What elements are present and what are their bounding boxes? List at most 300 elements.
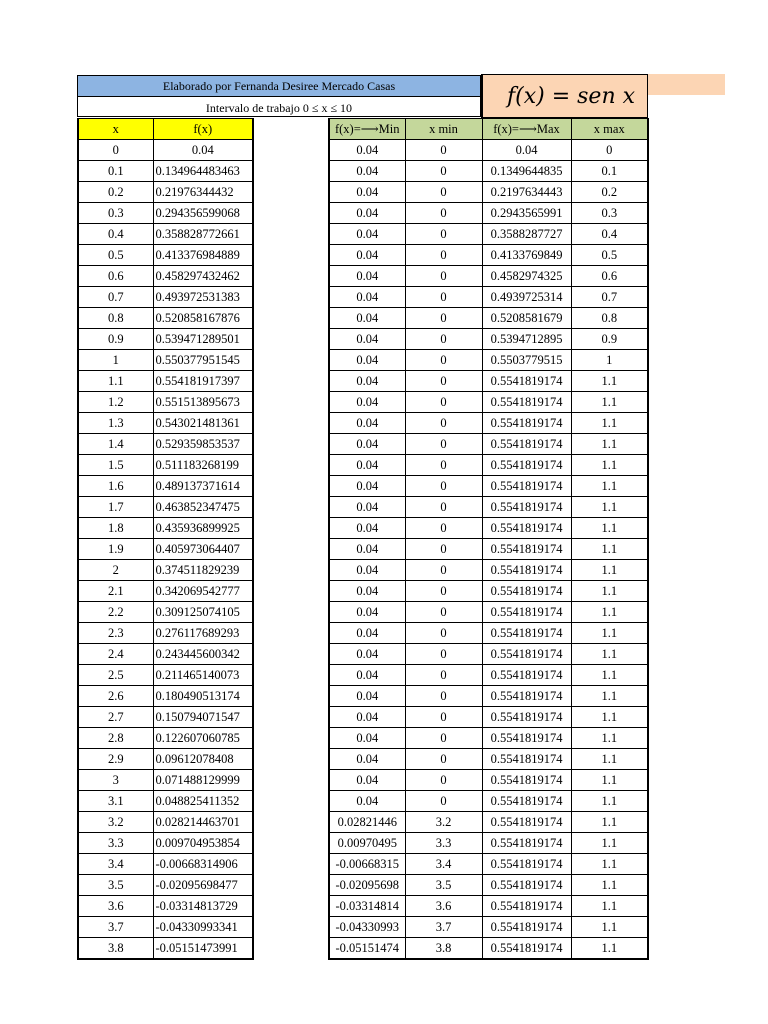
x-cell[interactable]: 0.4 — [78, 224, 153, 245]
x-max-cell[interactable]: 1.1 — [571, 854, 648, 875]
fx-max-cell[interactable]: 0.5541819174 — [482, 434, 571, 455]
x-max-cell[interactable]: 1.1 — [571, 686, 648, 707]
fx-max-cell[interactable]: 0.5394712895 — [482, 329, 571, 350]
fx-min-cell[interactable]: 0.04 — [329, 728, 405, 749]
fx-min-cell[interactable]: 0.04 — [329, 665, 405, 686]
fx-min-cell[interactable]: 0.04 — [329, 581, 405, 602]
table-row — [329, 140, 648, 161]
fx-cell[interactable]: 0.554181917397 — [153, 371, 253, 392]
table-row — [78, 896, 253, 917]
fx-min-cell[interactable]: 0.04 — [329, 413, 405, 434]
fx-max-cell[interactable]: 0.5541819174 — [482, 875, 571, 896]
fx-max-cell[interactable]: 0.5541819174 — [482, 938, 571, 960]
table-row — [78, 644, 253, 665]
table-row — [329, 224, 648, 245]
x-max-cell[interactable]: 0.2 — [571, 182, 648, 203]
x-cell[interactable]: 3.8 — [78, 938, 153, 960]
x-cell[interactable]: 3.3 — [78, 833, 153, 854]
x-cell[interactable]: 2 — [78, 560, 153, 581]
x-min-cell[interactable]: 3.5 — [405, 875, 482, 896]
x-max-cell[interactable]: 1.1 — [571, 749, 648, 770]
table-row — [329, 665, 648, 686]
fx-cell[interactable]: 0.294356599068 — [153, 203, 253, 224]
fx-max-cell[interactable]: 0.4939725314 — [482, 287, 571, 308]
fx-cell[interactable]: 0.463852347475 — [153, 497, 253, 518]
fx-max-cell[interactable]: 0.2943565991 — [482, 203, 571, 224]
fx-max-cell[interactable]: 0.5541819174 — [482, 707, 571, 728]
fx-max-cell[interactable]: 0.5541819174 — [482, 833, 571, 854]
x-max-cell[interactable]: 1.1 — [571, 602, 648, 623]
table-row — [78, 602, 253, 623]
table-row — [329, 560, 648, 581]
table-row — [78, 308, 253, 329]
table-row — [78, 518, 253, 539]
fx-min-cell[interactable]: 0.04 — [329, 329, 405, 350]
fx-cell[interactable]: 0.134964483463 — [153, 161, 253, 182]
fx-cell[interactable]: -0.02095698477 — [153, 875, 253, 896]
fx-cell[interactable]: 0.180490513174 — [153, 686, 253, 707]
table-row — [329, 539, 648, 560]
column-header[interactable]: f(x) — [153, 119, 253, 140]
x-max-cell[interactable]: 1.1 — [571, 770, 648, 791]
fx-min-cell[interactable]: 0.04 — [329, 392, 405, 413]
x-cell[interactable]: 2.4 — [78, 644, 153, 665]
fx-max-cell[interactable]: 0.5541819174 — [482, 917, 571, 938]
fx-min-cell[interactable]: 0.00970495 — [329, 833, 405, 854]
fx-min-cell[interactable]: 0.02821446 — [329, 812, 405, 833]
fx-cell[interactable]: 0.309125074105 — [153, 602, 253, 623]
fx-max-cell[interactable]: 0.5541819174 — [482, 602, 571, 623]
fx-max-cell[interactable]: 0.5541819174 — [482, 623, 571, 644]
x-max-cell[interactable]: 0.7 — [571, 287, 648, 308]
column-header[interactable]: f(x)=⟶Max — [482, 119, 571, 140]
fx-min-cell[interactable]: 0.04 — [329, 287, 405, 308]
x-min-cell[interactable]: 0 — [405, 434, 482, 455]
fx-cell[interactable]: 0.243445600342 — [153, 644, 253, 665]
x-cell[interactable]: 1.7 — [78, 497, 153, 518]
x-max-cell[interactable]: 1.1 — [571, 581, 648, 602]
x-max-cell[interactable]: 1.1 — [571, 539, 648, 560]
fx-max-cell[interactable]: 0.5541819174 — [482, 518, 571, 539]
fx-max-cell[interactable]: 0.5541819174 — [482, 455, 571, 476]
fx-max-cell[interactable]: 0.5541819174 — [482, 686, 571, 707]
fx-cell[interactable]: 0.520858167876 — [153, 308, 253, 329]
x-max-cell[interactable]: 1.1 — [571, 623, 648, 644]
table-row — [78, 686, 253, 707]
fx-cell[interactable]: -0.04330993341 — [153, 917, 253, 938]
fx-min-cell[interactable]: -0.05151474 — [329, 938, 405, 960]
x-min-cell[interactable]: 0 — [405, 287, 482, 308]
fx-max-cell[interactable]: 0.5208581679 — [482, 308, 571, 329]
x-max-cell[interactable]: 1.1 — [571, 665, 648, 686]
fx-max-cell[interactable]: 0.5541819174 — [482, 476, 571, 497]
fx-min-cell[interactable]: 0.04 — [329, 602, 405, 623]
fx-max-cell[interactable]: 0.1349644835 — [482, 161, 571, 182]
fx-max-cell[interactable]: 0.5541819174 — [482, 812, 571, 833]
fx-cell[interactable]: 0.435936899925 — [153, 518, 253, 539]
x-cell[interactable]: 0.2 — [78, 182, 153, 203]
x-cell[interactable]: 2.5 — [78, 665, 153, 686]
fx-min-cell[interactable]: 0.04 — [329, 497, 405, 518]
fx-cell[interactable]: 0.04 — [153, 140, 253, 161]
fx-max-cell[interactable]: 0.5541819174 — [482, 497, 571, 518]
fx-max-cell[interactable]: 0.4133769849 — [482, 245, 571, 266]
fx-max-cell[interactable]: 0.5541819174 — [482, 728, 571, 749]
x-max-cell[interactable]: 1.1 — [571, 455, 648, 476]
x-cell[interactable]: 0.3 — [78, 203, 153, 224]
fx-min-cell[interactable]: 0.04 — [329, 455, 405, 476]
table-row — [78, 476, 253, 497]
table-row — [329, 791, 648, 812]
table-row — [329, 749, 648, 770]
x-max-cell[interactable]: 1.1 — [571, 560, 648, 581]
fx-min-cell[interactable]: 0.04 — [329, 644, 405, 665]
x-max-cell[interactable]: 0 — [571, 140, 648, 161]
x-min-cell[interactable]: 0 — [405, 665, 482, 686]
x-min-cell[interactable]: 3.2 — [405, 812, 482, 833]
fx-min-cell[interactable]: 0.04 — [329, 161, 405, 182]
fx-min-cell[interactable]: 0.04 — [329, 476, 405, 497]
fx-cell[interactable]: 0.374511829239 — [153, 560, 253, 581]
x-max-cell[interactable]: 1.1 — [571, 413, 648, 434]
x-max-cell[interactable]: 1 — [571, 350, 648, 371]
fx-max-cell[interactable]: 0.5541819174 — [482, 854, 571, 875]
fx-cell[interactable]: 0.211465140073 — [153, 665, 253, 686]
x-min-cell[interactable]: 3.7 — [405, 917, 482, 938]
x-max-cell[interactable]: 1.1 — [571, 644, 648, 665]
x-cell[interactable]: 3.5 — [78, 875, 153, 896]
x-cell[interactable]: 1.3 — [78, 413, 153, 434]
x-cell[interactable]: 0.1 — [78, 161, 153, 182]
table-row — [78, 707, 253, 728]
table-row — [329, 266, 648, 287]
fx-max-cell[interactable]: 0.04 — [482, 140, 571, 161]
x-min-cell[interactable]: 0 — [405, 308, 482, 329]
fx-cell[interactable]: 0.493972531383 — [153, 287, 253, 308]
x-cell[interactable]: 0.6 — [78, 266, 153, 287]
fx-min-cell[interactable]: -0.02095698 — [329, 875, 405, 896]
table-row — [78, 350, 253, 371]
x-cell[interactable]: 3.7 — [78, 917, 153, 938]
fx-cell[interactable]: -0.05151473991 — [153, 938, 253, 960]
fx-max-cell[interactable]: 0.5503779515 — [482, 350, 571, 371]
fx-min-cell[interactable]: 0.04 — [329, 371, 405, 392]
table-row — [78, 833, 253, 854]
x-max-cell[interactable]: 1.1 — [571, 497, 648, 518]
x-min-cell[interactable]: 3.3 — [405, 833, 482, 854]
table-row — [78, 581, 253, 602]
x-cell[interactable]: 3.6 — [78, 896, 153, 917]
fx-cell[interactable]: 0.539471289501 — [153, 329, 253, 350]
x-min-cell[interactable]: 0 — [405, 476, 482, 497]
fx-min-cell[interactable]: 0.04 — [329, 791, 405, 812]
table-row — [78, 245, 253, 266]
fx-max-cell[interactable]: 0.5541819174 — [482, 539, 571, 560]
fx-cell[interactable]: 0.413376984889 — [153, 245, 253, 266]
table-row — [78, 434, 253, 455]
table-row — [78, 665, 253, 686]
fx-cell[interactable]: 0.543021481361 — [153, 413, 253, 434]
x-max-cell[interactable]: 1.1 — [571, 392, 648, 413]
fx-max-cell[interactable]: 0.2197634443 — [482, 182, 571, 203]
table-row — [329, 875, 648, 896]
fx-cell[interactable]: 0.122607060785 — [153, 728, 253, 749]
fx-min-cell[interactable]: 0.04 — [329, 182, 405, 203]
table-row — [78, 728, 253, 749]
table-row — [329, 707, 648, 728]
x-min-cell[interactable]: 0 — [405, 707, 482, 728]
x-cell[interactable]: 1.1 — [78, 371, 153, 392]
x-max-cell[interactable]: 0.5 — [571, 245, 648, 266]
x-max-cell[interactable]: 1.1 — [571, 896, 648, 917]
table-row — [329, 833, 648, 854]
table-row — [329, 476, 648, 497]
fx-cell[interactable]: 0.489137371614 — [153, 476, 253, 497]
fx-max-cell[interactable]: 0.5541819174 — [482, 770, 571, 791]
x-cell[interactable]: 0.8 — [78, 308, 153, 329]
fx-min-cell[interactable]: -0.04330993 — [329, 917, 405, 938]
fx-min-cell[interactable]: 0.04 — [329, 770, 405, 791]
x-max-cell[interactable]: 1.1 — [571, 938, 648, 960]
x-min-cell[interactable]: 0 — [405, 602, 482, 623]
fx-max-cell[interactable]: 0.5541819174 — [482, 644, 571, 665]
x-max-cell[interactable]: 1.1 — [571, 476, 648, 497]
fx-max-cell[interactable]: 0.5541819174 — [482, 371, 571, 392]
x-cell[interactable]: 3.2 — [78, 812, 153, 833]
x-max-cell[interactable]: 0.8 — [571, 308, 648, 329]
x-min-cell[interactable]: 0 — [405, 728, 482, 749]
fx-min-cell[interactable]: 0.04 — [329, 203, 405, 224]
x-min-cell[interactable]: 0 — [405, 266, 482, 287]
x-cell[interactable]: 1.9 — [78, 539, 153, 560]
x-min-cell[interactable]: 0 — [405, 560, 482, 581]
table-row — [329, 308, 648, 329]
fx-min-cell[interactable]: 0.04 — [329, 518, 405, 539]
x-min-cell[interactable]: 0 — [405, 518, 482, 539]
x-max-cell[interactable]: 0.1 — [571, 161, 648, 182]
fx-min-cell[interactable]: 0.04 — [329, 245, 405, 266]
x-min-cell[interactable]: 0 — [405, 644, 482, 665]
table-row — [329, 623, 648, 644]
fx-cell[interactable]: 0.529359853537 — [153, 434, 253, 455]
fx-min-cell[interactable]: 0.04 — [329, 560, 405, 581]
table-row — [78, 287, 253, 308]
x-cell[interactable]: 2.9 — [78, 749, 153, 770]
table-row — [329, 518, 648, 539]
x-min-cell[interactable]: 0 — [405, 623, 482, 644]
fx-max-cell[interactable]: 0.5541819174 — [482, 665, 571, 686]
fx-max-cell[interactable]: 0.5541819174 — [482, 749, 571, 770]
x-min-cell[interactable]: 0 — [405, 161, 482, 182]
table-row — [329, 161, 648, 182]
fx-min-cell[interactable]: 0.04 — [329, 434, 405, 455]
x-max-cell[interactable]: 1.1 — [571, 434, 648, 455]
fx-cell[interactable]: 0.358828772661 — [153, 224, 253, 245]
x-cell[interactable]: 2.6 — [78, 686, 153, 707]
x-min-cell[interactable]: 0 — [405, 329, 482, 350]
fx-max-cell[interactable]: 0.5541819174 — [482, 581, 571, 602]
x-max-cell[interactable]: 0.9 — [571, 329, 648, 350]
x-min-cell[interactable]: 3.8 — [405, 938, 482, 960]
fx-min-cell[interactable]: 0.04 — [329, 686, 405, 707]
table-row — [78, 497, 253, 518]
interval-label: Intervalo de trabajo 0 ≤ x ≤ 10 — [77, 96, 481, 117]
fx-max-cell[interactable]: 0.5541819174 — [482, 413, 571, 434]
x-cell[interactable]: 2.7 — [78, 707, 153, 728]
fx-cell[interactable]: 0.511183268199 — [153, 455, 253, 476]
fx-min-cell[interactable]: 0.04 — [329, 140, 405, 161]
table-row — [329, 602, 648, 623]
fx-cell[interactable]: -0.00668314906 — [153, 854, 253, 875]
table-row — [329, 686, 648, 707]
fx-cell[interactable]: 0.458297432462 — [153, 266, 253, 287]
x-min-cell[interactable]: 0 — [405, 686, 482, 707]
x-max-cell[interactable]: 1.1 — [571, 833, 648, 854]
fx-cell[interactable]: 0.150794071547 — [153, 707, 253, 728]
x-max-cell[interactable]: 0.6 — [571, 266, 648, 287]
x-min-cell[interactable]: 0 — [405, 497, 482, 518]
x-cell[interactable]: 0.5 — [78, 245, 153, 266]
x-min-cell[interactable]: 0 — [405, 182, 482, 203]
min-max-table — [328, 118, 649, 960]
x-cell[interactable]: 1.5 — [78, 455, 153, 476]
table-row — [329, 917, 648, 938]
table-row — [78, 812, 253, 833]
x-min-cell[interactable]: 0 — [405, 224, 482, 245]
x-min-cell[interactable]: 0 — [405, 140, 482, 161]
x-max-cell[interactable]: 1.1 — [571, 371, 648, 392]
table-row — [78, 413, 253, 434]
column-header[interactable]: f(x)=⟶Min — [329, 119, 405, 140]
table-row — [329, 728, 648, 749]
table-row — [329, 203, 648, 224]
x-cell[interactable]: 2.2 — [78, 602, 153, 623]
table-row — [78, 203, 253, 224]
fx-cell[interactable]: 0.276117689293 — [153, 623, 253, 644]
x-cell[interactable]: 1.2 — [78, 392, 153, 413]
x-cell[interactable]: 1.6 — [78, 476, 153, 497]
column-header[interactable]: x max — [571, 119, 648, 140]
fx-min-cell[interactable]: 0.04 — [329, 266, 405, 287]
fx-min-cell[interactable]: 0.04 — [329, 623, 405, 644]
x-cell[interactable]: 2.3 — [78, 623, 153, 644]
fx-cell[interactable]: 0.21976344432 — [153, 182, 253, 203]
x-min-cell[interactable]: 0 — [405, 539, 482, 560]
table-row — [78, 854, 253, 875]
x-max-cell[interactable]: 1.1 — [571, 875, 648, 896]
column-header[interactable]: x — [78, 119, 153, 140]
x-min-cell[interactable]: 0 — [405, 371, 482, 392]
x-cell[interactable]: 2.1 — [78, 581, 153, 602]
fx-max-cell[interactable]: 0.3588287727 — [482, 224, 571, 245]
table-row — [329, 392, 648, 413]
fx-min-cell[interactable]: -0.00668315 — [329, 854, 405, 875]
fx-max-cell[interactable]: 0.4582974325 — [482, 266, 571, 287]
fx-min-cell[interactable]: 0.04 — [329, 539, 405, 560]
table-row — [78, 560, 253, 581]
fx-max-cell[interactable]: 0.5541819174 — [482, 791, 571, 812]
table-row — [78, 140, 253, 161]
x-max-cell[interactable]: 1.1 — [571, 812, 648, 833]
fx-cell[interactable]: 0.048825411352 — [153, 791, 253, 812]
x-min-cell[interactable]: 0 — [405, 581, 482, 602]
x-max-cell[interactable]: 0.4 — [571, 224, 648, 245]
table-row — [329, 497, 648, 518]
x-cell[interactable]: 2.8 — [78, 728, 153, 749]
x-min-cell[interactable]: 0 — [405, 245, 482, 266]
x-max-cell[interactable]: 1.1 — [571, 518, 648, 539]
x-min-cell[interactable]: 3.6 — [405, 896, 482, 917]
values-table — [77, 118, 254, 960]
x-max-cell[interactable]: 1.1 — [571, 728, 648, 749]
fx-cell[interactable]: 0.551513895673 — [153, 392, 253, 413]
fx-min-cell[interactable]: 0.04 — [329, 224, 405, 245]
fx-cell[interactable]: 0.405973064407 — [153, 539, 253, 560]
x-min-cell[interactable]: 0 — [405, 413, 482, 434]
fx-min-cell[interactable]: 0.04 — [329, 707, 405, 728]
fx-min-cell[interactable]: -0.03314814 — [329, 896, 405, 917]
x-max-cell[interactable]: 1.1 — [571, 917, 648, 938]
table-row — [329, 581, 648, 602]
x-cell[interactable]: 1.4 — [78, 434, 153, 455]
table-row — [329, 287, 648, 308]
column-header[interactable]: x min — [405, 119, 482, 140]
fx-min-cell[interactable]: 0.04 — [329, 308, 405, 329]
x-cell[interactable]: 3.4 — [78, 854, 153, 875]
fx-max-cell[interactable]: 0.5541819174 — [482, 896, 571, 917]
table-row — [329, 245, 648, 266]
table-row — [329, 182, 648, 203]
fx-cell[interactable]: 0.342069542777 — [153, 581, 253, 602]
x-max-cell[interactable]: 1.1 — [571, 707, 648, 728]
x-min-cell[interactable]: 3.4 — [405, 854, 482, 875]
formula-label: f(x) = sen x — [481, 74, 648, 118]
fx-min-cell[interactable]: 0.04 — [329, 749, 405, 770]
x-max-cell[interactable]: 0.3 — [571, 203, 648, 224]
fx-max-cell[interactable]: 0.5541819174 — [482, 392, 571, 413]
x-cell[interactable]: 3 — [78, 770, 153, 791]
x-min-cell[interactable]: 0 — [405, 392, 482, 413]
x-min-cell[interactable]: 0 — [405, 455, 482, 476]
fx-cell[interactable]: 0.550377951545 — [153, 350, 253, 371]
table-row — [78, 161, 253, 182]
fx-cell[interactable]: 0.071488129999 — [153, 770, 253, 791]
table-row — [78, 371, 253, 392]
x-cell[interactable]: 0.9 — [78, 329, 153, 350]
fx-cell[interactable]: 0.009704953854 — [153, 833, 253, 854]
x-cell[interactable]: 1 — [78, 350, 153, 371]
x-min-cell[interactable]: 0 — [405, 791, 482, 812]
fx-cell[interactable]: 0.09612078408 — [153, 749, 253, 770]
x-cell[interactable]: 0.7 — [78, 287, 153, 308]
table-row — [78, 791, 253, 812]
x-cell[interactable]: 1.8 — [78, 518, 153, 539]
x-min-cell[interactable]: 0 — [405, 770, 482, 791]
x-cell[interactable]: 0 — [78, 140, 153, 161]
fx-max-cell[interactable]: 0.5541819174 — [482, 560, 571, 581]
x-max-cell[interactable]: 1.1 — [571, 791, 648, 812]
table-row — [78, 917, 253, 938]
fx-min-cell[interactable]: 0.04 — [329, 350, 405, 371]
x-min-cell[interactable]: 0 — [405, 749, 482, 770]
x-cell[interactable]: 3.1 — [78, 791, 153, 812]
fx-cell[interactable]: -0.03314813729 — [153, 896, 253, 917]
table-row — [329, 413, 648, 434]
fx-cell[interactable]: 0.028214463701 — [153, 812, 253, 833]
x-min-cell[interactable]: 0 — [405, 203, 482, 224]
x-min-cell[interactable]: 0 — [405, 350, 482, 371]
table-row — [329, 455, 648, 476]
